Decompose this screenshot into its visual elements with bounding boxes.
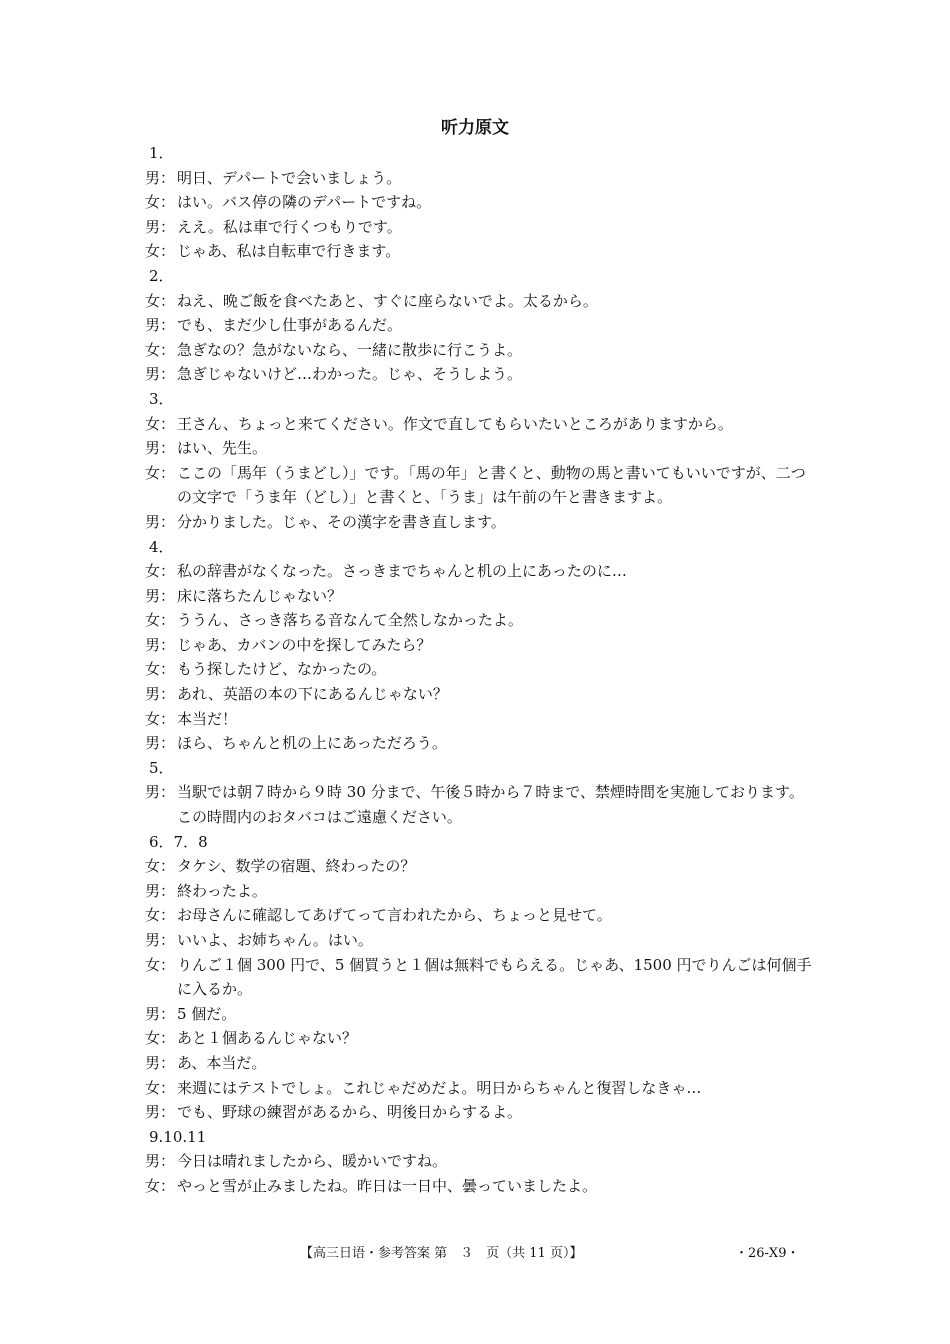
speaker-label: 男： [145,931,176,949]
dialogue-line [145,215,815,240]
dialogue-line [145,412,815,437]
speaker-label: 男： [145,586,176,605]
utterance-text: じゃあ、カバンの中を探してみたら？ [177,635,432,654]
utterance-text: はい。バス停の隣のデパートですね。 [177,193,432,212]
dialogue-line [145,338,815,363]
dialogue-line [145,190,815,215]
dialogue-line [145,584,815,609]
utterance-text: 当駅では朝７時から９時 30 分まで、午後５時から７時まで、禁煙時間を実施しております。この時間内のおタバコはご遠慮ください。 [177,783,804,827]
utterance-text: はい、先生。 [177,439,268,458]
dialogue-line [145,289,815,314]
dialogue-line [145,1026,815,1051]
dialogue-line [145,510,815,535]
dialogue-line [145,559,815,584]
speaker-label: 男： [145,1152,176,1171]
speaker-label: 男： [145,316,176,335]
utterance-text: ねえ、晩ご飯を食べたあと、すぐに座らないでよ。太るから。 [177,291,598,310]
speaker-label: 女： [145,242,176,261]
utterance-text: 急ぎなの？急がないなら、一緒に散歩に行こうよ。 [177,340,523,359]
speaker-label: 女： [145,857,176,876]
utterance-text: 急ぎじゃないけど…わかった。じゃ、そうしよう。 [177,365,523,384]
utterance-text: あと１個あるんじゃない？ [177,1029,358,1048]
utterance-text: あ、本当だ。 [177,1053,267,1072]
utterance-text: もう探したけど、なかったの。 [177,660,387,679]
page-title: 听力原文 [441,118,509,138]
dialogue-line [145,953,815,1002]
utterance-text: りんご１個 300 円で、5 個買うと１個は無料でもらえる。じゃあ、1500 円でりんごは何個手に入るか。 [177,955,812,999]
dialogue-line [145,608,815,633]
section-number: 9.10.11 [149,1127,207,1146]
speaker-label: 女： [145,660,176,679]
utterance-text: 私の辞書がなくなった。さっきまでちゃんと机の上にあったのに… [177,562,627,581]
utterance-text: 来週にはテストでしょ。これじゃだめだよ。明日からちゃんと復習しなきゃ… [177,1078,702,1097]
section-number: 3． [149,389,174,408]
dialogue-line [145,313,815,338]
footer-page-info: 【高三日语・参考答案 第 ３ 页（共 11 页）】 [300,1246,583,1261]
dialogue-line [145,1002,815,1027]
utterance-text: 今日は晴れましたから、暖かいですね。 [177,1152,448,1171]
dialogue-line [145,166,815,191]
dialogue-line [145,657,815,682]
utterance-text: 明日、デパートで会いましょう。 [177,168,402,187]
speaker-label: 男： [145,1103,176,1122]
dialogue-line [145,239,815,264]
dialogue-line [145,903,815,928]
section-number: 1． [149,144,174,162]
speaker-label: 女： [145,562,176,581]
speaker-label: 女： [145,955,176,974]
utterance-text: 床に落ちたんじゃない？ [177,586,343,605]
section-number: 5． [149,758,174,777]
utterance-text: ここの「馬年（うまどし）」です。「馬の年」と書くと、動物の馬と書いてもいいですが、二つの文字で「うま年（どし）」と書くと、「うま」は午前の午と書きますよ。 [177,463,806,507]
speaker-label: 女： [145,1078,176,1097]
dialogue-line [145,879,815,904]
utterance-text: ほら、ちゃんと机の上にあっただろう。 [177,734,447,753]
utterance-text: ううん、さっき落ちる音なんて全然しなかったよ。 [177,611,523,630]
speaker-label: 女： [145,291,176,310]
dialogue-line [145,1149,815,1174]
utterance-text: 本当だ！ [177,709,238,728]
section-number: 6．7．8 [149,832,208,851]
speaker-label: 女： [145,611,176,630]
utterance-text: でも、まだ少し仕事があるんだ。 [177,316,403,335]
speaker-label: 女： [145,463,176,482]
dialogue-line [145,1174,815,1199]
utterance-text: いいよ、お姉ちゃん。はい。 [177,931,373,949]
utterance-text: 分かりました。じゃ、その漢字を書き直します。 [177,512,506,531]
dialogue-line [145,928,815,953]
page-footer [0,1244,950,1264]
speaker-label: 男： [145,512,176,531]
dialogue-line [145,682,815,707]
speaker-label: 男： [145,1053,176,1072]
speaker-label: 男： [145,217,176,236]
utterance-text: あれ、英語の本の下にあるんじゃない？ [177,685,448,704]
dialogue-line [145,461,815,510]
speaker-label: 女： [145,340,176,359]
utterance-text: ええ。私は車で行くつもりです。 [177,217,402,236]
utterance-text: お母さんに確認してあげてって言われたから、ちょっと見せて。 [177,906,612,925]
dialogue-line [145,1100,815,1125]
dialogue-line [145,362,815,387]
speaker-label: 男： [145,783,176,802]
speaker-label: 男： [145,635,176,654]
dialogue-line [145,1051,815,1076]
speaker-label: 男： [145,1004,176,1023]
dialogue-line [145,731,815,756]
dialogue-line [145,707,815,732]
speaker-label: 男： [145,685,176,704]
dialogue-line [145,436,815,461]
utterance-text: 5 個だ。 [177,1004,237,1023]
utterance-text: タケシ、数学の宿題、終わったの？ [177,857,416,876]
speaker-label: 女： [145,414,176,433]
utterance-text: 終わったよ。 [177,881,267,900]
dialogue-line [145,780,815,829]
speaker-label: 女： [145,709,176,728]
speaker-label: 男： [145,881,176,900]
speaker-label: 男： [145,734,176,753]
section-number: 2． [149,266,174,285]
speaker-label: 女： [145,193,176,212]
speaker-label: 男： [145,439,176,458]
footer-code: ・26-X9・ [735,1246,800,1261]
dialogue-line [145,1076,815,1101]
dialogue-line [145,633,815,658]
section-number: 4． [149,537,174,556]
speaker-label: 女： [145,906,176,925]
dialogue-line [145,854,815,879]
speaker-label: 男： [145,365,176,384]
utterance-text: 王さん、ちょっと来てください。作文で直してもらいたいところがありますから。 [177,414,733,433]
speaker-label: 女： [145,1029,176,1048]
utterance-text: じゃあ、私は自転車で行きます。 [177,242,401,261]
transcript [145,141,815,1199]
utterance-text: でも、野球の練習があるから、明後日からするよ。 [177,1103,523,1122]
utterance-text: やっと雪が止みましたね。昨日は一日中、曇っていましたよ。 [177,1176,598,1195]
speaker-label: 男： [145,168,176,187]
speaker-label: 女： [145,1176,176,1195]
